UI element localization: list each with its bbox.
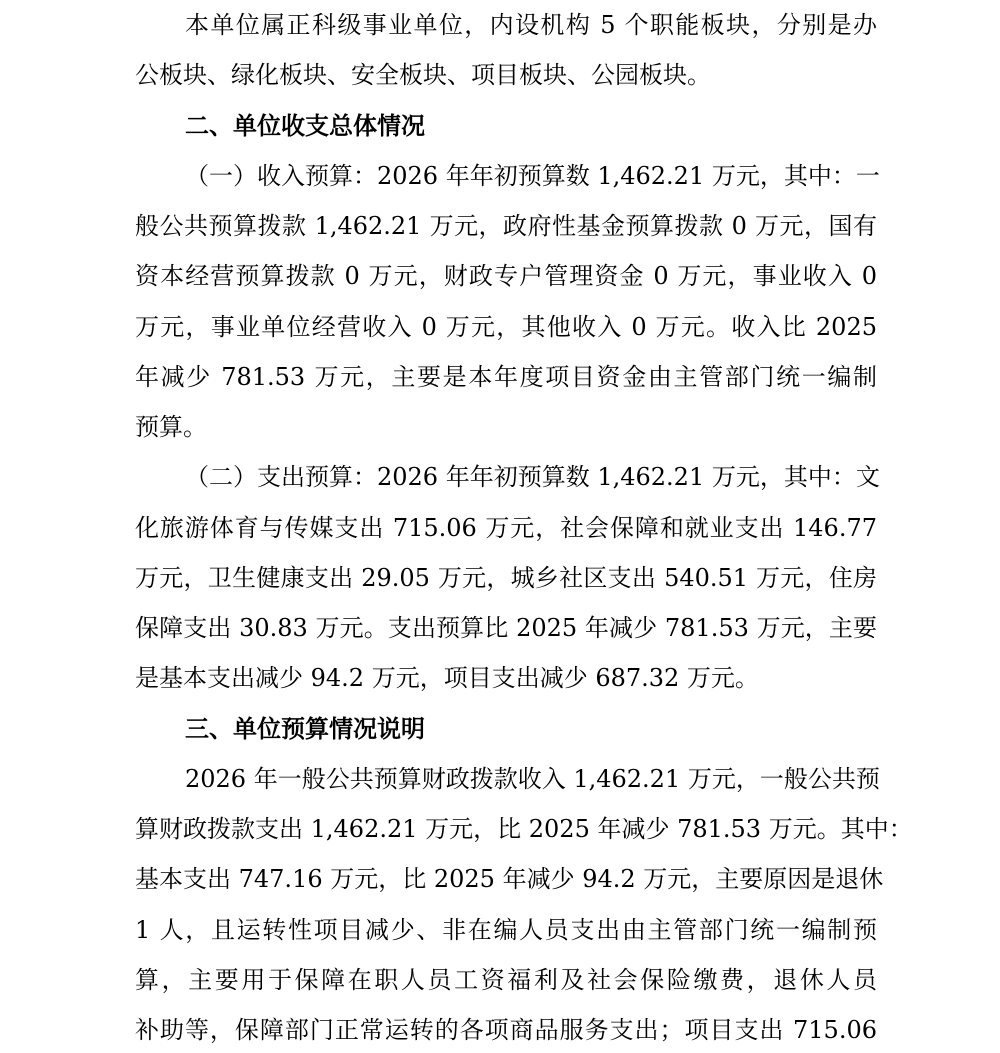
paragraph-line: 算财政拨款支出 1,462.21 万元，比 2025 年减少 781.53 万元。其中： xyxy=(135,815,913,843)
paragraph-line: 1 人，且运转性项目减少、非在编人员支出由主管部门统一编制预 xyxy=(135,916,877,944)
section-heading: 三、单位预算情况说明 xyxy=(185,715,425,743)
paragraph-last-line: 是基本支出减少 94.2 万元，项目支出减少 687.32 万元。 xyxy=(135,664,759,692)
paragraph-line: 本单位属正科级事业单位，内设机构 5 个职能板块，分别是办 xyxy=(185,11,877,39)
paragraph-line: 万元，事业单位经营收入 0 万元，其他收入 0 万元。收入比 2025 xyxy=(135,313,877,341)
paragraph-line: 化旅游体育与传媒支出 715.06 万元，社会保障和就业支出 146.77 xyxy=(135,514,877,542)
paragraph-line: 补助等，保障部门正常运转的各项商品服务支出；项目支出 715.06 xyxy=(135,1016,877,1044)
paragraph-line: 保障支出 30.83 万元。支出预算比 2025 年减少 781.53 万元，主要 xyxy=(135,614,877,642)
paragraph-line: 资本经营预算拨款 0 万元，财政专户管理资金 0 万元，事业收入 0 xyxy=(135,262,877,290)
paragraph-line: （一）收入预算：2026 年年初预算数 1,462.21 万元，其中：一 xyxy=(185,162,880,190)
paragraph-line: 2026 年一般公共预算财政拨款收入 1,462.21 万元，一般公共预 xyxy=(185,765,880,793)
paragraph-line: 般公共预算拨款 1,462.21 万元，政府性基金预算拨款 0 万元，国有 xyxy=(135,212,877,240)
section-heading: 二、单位收支总体情况 xyxy=(185,112,425,140)
paragraph-line: 基本支出 747.16 万元，比 2025 年减少 94.2 万元，主要原因是退休 xyxy=(135,865,884,893)
paragraph-line: 万元，卫生健康支出 29.05 万元，城乡社区支出 540.51 万元，住房 xyxy=(135,564,877,592)
paragraph-line: 年减少 781.53 万元，主要是本年度项目资金由主管部门统一编制 xyxy=(135,363,877,391)
paragraph-line: 算，主要用于保障在职人员工资福利及社会保险缴费，退休人员 xyxy=(135,966,877,994)
paragraph-line: （二）支出预算：2026 年年初预算数 1,462.21 万元，其中：文 xyxy=(185,463,880,491)
paragraph-last-line: 预算。 xyxy=(135,413,207,441)
paragraph-last-line: 公板块、绿化板块、安全板块、项目板块、公园板块。 xyxy=(135,61,711,89)
